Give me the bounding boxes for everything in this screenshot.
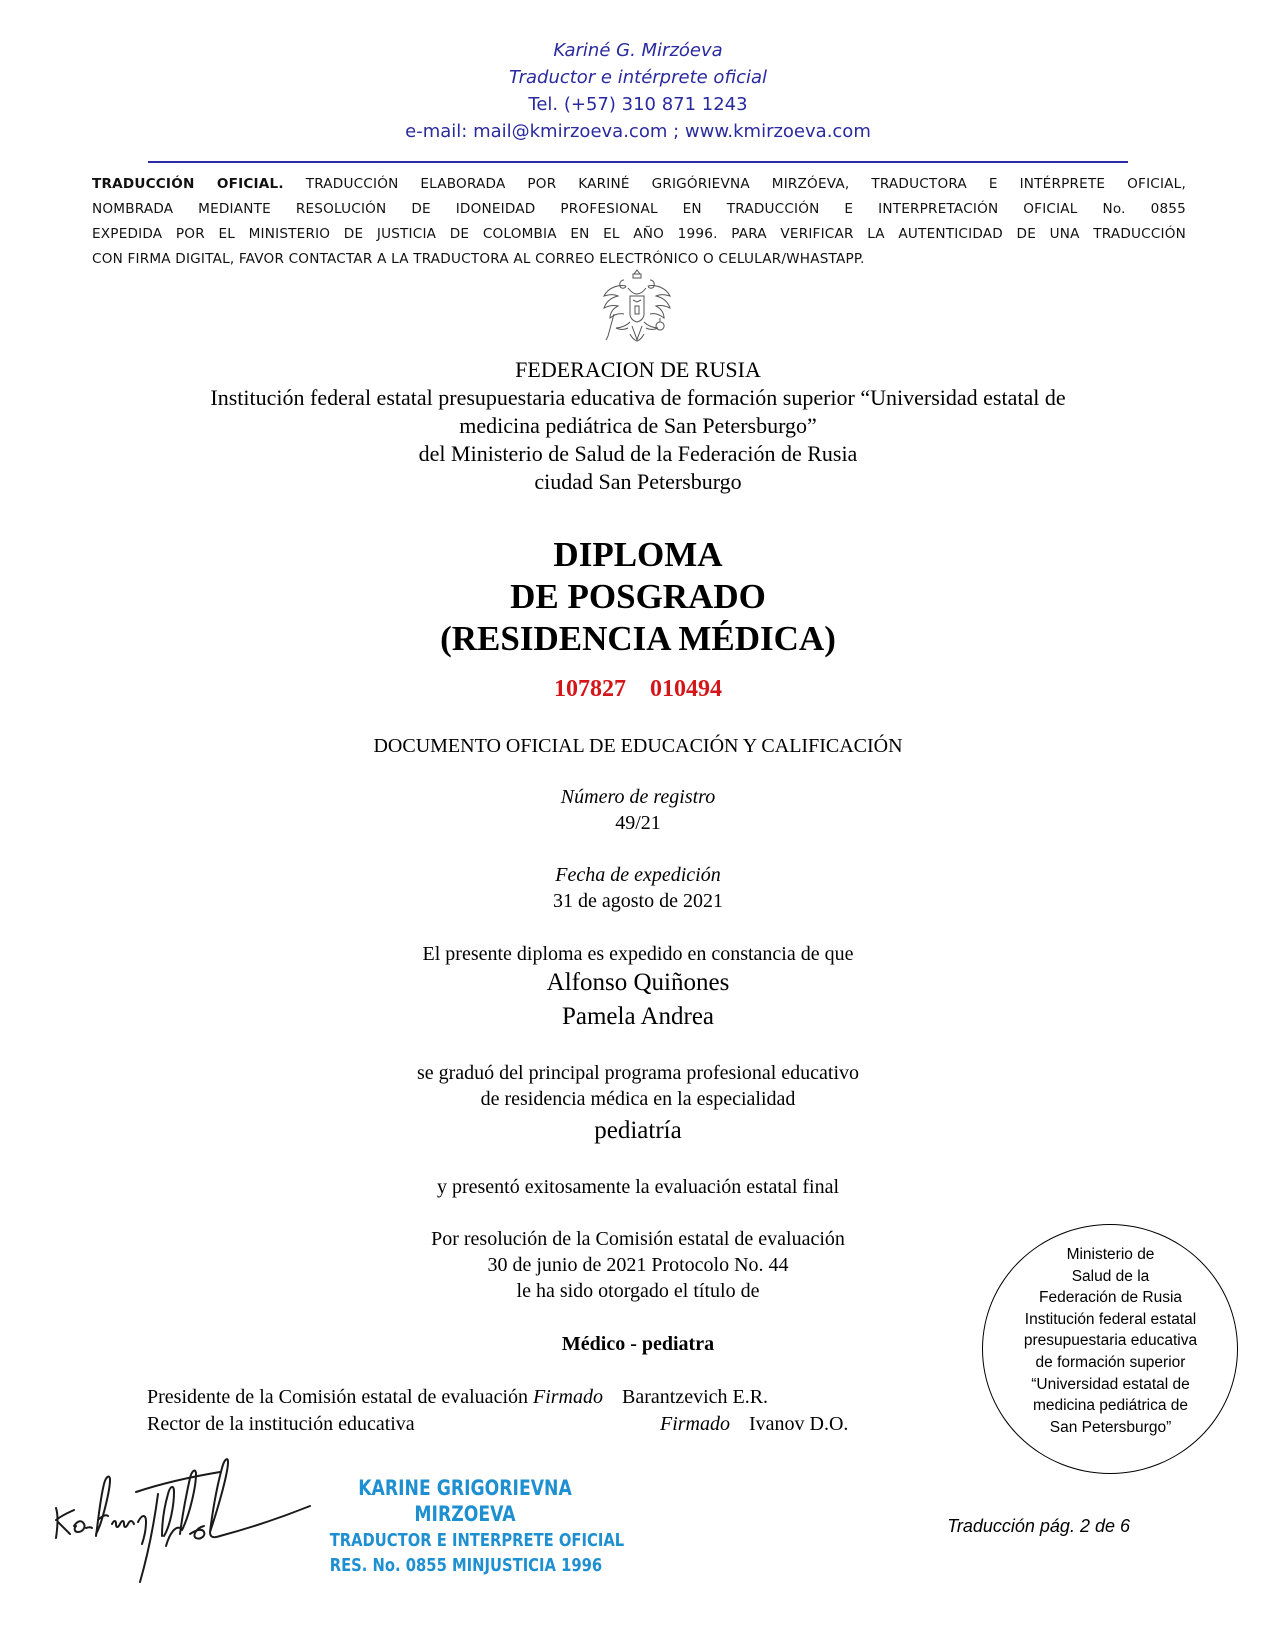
graduate-given-names: Pamela Andrea xyxy=(561,1003,715,1030)
program-block xyxy=(0,1060,1276,1112)
institution-country: FEDERACION DE RUSIA xyxy=(515,357,761,382)
signatory-name: Ivanov D.O. xyxy=(749,1413,849,1435)
issue-date-block xyxy=(0,862,1276,914)
notice-line-1: TRADUCCIÓN ELABORADA POR KARINÉ GRIGÓRIEVNA MIRZÓEVA, TRADUCTORA E INTÉRPRETE OFICIAL, xyxy=(305,176,1186,192)
header-divider xyxy=(148,161,1128,163)
exam-text: y presentó exitosamente la evaluación estatal final xyxy=(436,1176,840,1198)
registry-value: 49/21 xyxy=(615,812,661,834)
institution-line-3: del Ministerio de Salud de la Federación de Rusia xyxy=(418,441,858,466)
registry-block xyxy=(0,784,1276,836)
institution-line-2: medicina pediátrica de San Petersburgo” xyxy=(459,413,817,438)
notice-lead: TRADUCCIÓN OFICIAL. xyxy=(92,176,284,192)
program-line-1: se graduó del principal programa profesional educativo xyxy=(416,1062,860,1084)
seal-line: presupuestaria educativa xyxy=(1023,1332,1198,1350)
signatory-row xyxy=(147,1411,877,1437)
signatory-name: Barantzevich E.R. xyxy=(622,1386,769,1408)
stamp-line-1: KARINE GRIGORIEVNA xyxy=(358,1476,572,1500)
translator-stamp xyxy=(329,1475,625,1578)
signatory-status: Firmado xyxy=(533,1386,603,1408)
program-line-2: de residencia médica en la especialidad xyxy=(480,1088,796,1110)
signatory-status-name xyxy=(660,1411,848,1437)
diploma-title-line-1: DIPLOMA xyxy=(553,535,723,574)
diploma-title-line-2: DE POSGRADO xyxy=(510,577,766,616)
degree-title: Médico - pediatra xyxy=(561,1333,715,1355)
institution-line-1: Institución federal estatal presupuestaria educativa de formación superior “Universidad estatal de xyxy=(210,385,1066,410)
resolution-line-1: Por resolución de la Comisión estatal de evaluación xyxy=(431,1228,845,1250)
seal-line: Federación de Rusia xyxy=(1038,1289,1183,1307)
seal-line: de formación superior xyxy=(1035,1353,1186,1371)
notice-line-3: EXPEDIDA POR EL MINISTERIO DE JUSTICIA DE COLOMBIA EN EL AÑO 1996. PARA VERIFICAR LA AUTENTICIDAD DE UNA TRADUCCIÓN xyxy=(92,226,1186,242)
signatory-role: Rector de la institución educativa xyxy=(147,1413,415,1435)
graduate-surname: Alfonso Quiñones xyxy=(546,969,730,996)
notice-line-4: CON FIRMA DIGITAL, FAVOR CONTACTAR A LA TRADUCTORA AL CORREO ELECTRÓNICO O CELULAR/WHASTAPP. xyxy=(92,251,865,267)
certify-text: El presente diploma es expedido en constancia de que xyxy=(422,943,854,965)
notice-line-2: NOMBRADA MEDIANTE RESOLUCIÓN DE IDONEIDAD PROFESIONAL EN TRADUCCIÓN E INTERPRETACIÓN OFICIAL No. 0855 xyxy=(92,201,1186,217)
translator-contact: e-mail: mail@kmirzoeva.com ; www.kmirzoeva.com xyxy=(405,121,871,142)
page-number: Traducción pág. 2 de 6 xyxy=(947,1516,1130,1536)
russian-coat-of-arms-icon xyxy=(600,266,674,348)
issue-date-value: 31 de agosto de 2021 xyxy=(553,890,723,912)
registry-label: Número de registro xyxy=(560,786,716,808)
seal-line: San Petersburgo” xyxy=(1049,1418,1172,1436)
translator-signature xyxy=(40,1450,340,1590)
signatory-role: Presidente de la Comisión estatal de evaluación xyxy=(147,1386,528,1408)
seal-line: “Universidad estatal de xyxy=(1031,1375,1190,1393)
seal-line: Ministerio de xyxy=(1066,1246,1155,1263)
issue-date-label: Fecha de expedición xyxy=(555,864,721,886)
graduate-name xyxy=(0,966,1276,1034)
translator-name: Kariné G. Mirzóeva xyxy=(553,40,723,61)
diploma-serial xyxy=(0,676,1276,703)
seal-line: Salud de la xyxy=(1071,1267,1150,1285)
signatory-status: Firmado xyxy=(660,1413,730,1435)
diploma-title-line-3: (RESIDENCIA MÉDICA) xyxy=(440,619,836,658)
resolution-line-2: 30 de junio de 2021 Protocolo No. 44 xyxy=(487,1254,789,1276)
translator-role: Traductor e intérprete oficial xyxy=(508,67,767,88)
specialty: pediatría xyxy=(594,1117,682,1144)
document-type: DOCUMENTO OFICIAL DE EDUCACIÓN Y CALIFICACIÓN xyxy=(373,735,903,757)
serial-number: 010494 xyxy=(650,676,722,702)
ministry-seal-text xyxy=(982,1244,1239,1438)
serial-series: 107827 xyxy=(554,676,626,702)
translator-header xyxy=(0,37,1276,145)
resolution-line-3: le ha sido otorgado el título de xyxy=(516,1280,760,1302)
stamp-line-3: TRADUCTOR E INTERPRETE OFICIAL xyxy=(329,1530,625,1551)
stamp-line-2: MIRZOEVA xyxy=(414,1502,516,1526)
institution-line-4: ciudad San Petersburgo xyxy=(534,469,742,494)
signatory-row xyxy=(147,1384,887,1410)
stamp-line-4: RES. No. 0855 MINJUSTICIA 1996 xyxy=(329,1555,603,1576)
seal-line: medicina pediátrica de xyxy=(1032,1397,1189,1415)
translation-notice xyxy=(92,172,1186,272)
diploma-title xyxy=(0,534,1276,660)
seal-line: Institución federal estatal xyxy=(1024,1310,1197,1328)
translator-phone: Tel. (+57) 310 871 1243 xyxy=(528,94,748,115)
institution-block xyxy=(0,356,1276,496)
